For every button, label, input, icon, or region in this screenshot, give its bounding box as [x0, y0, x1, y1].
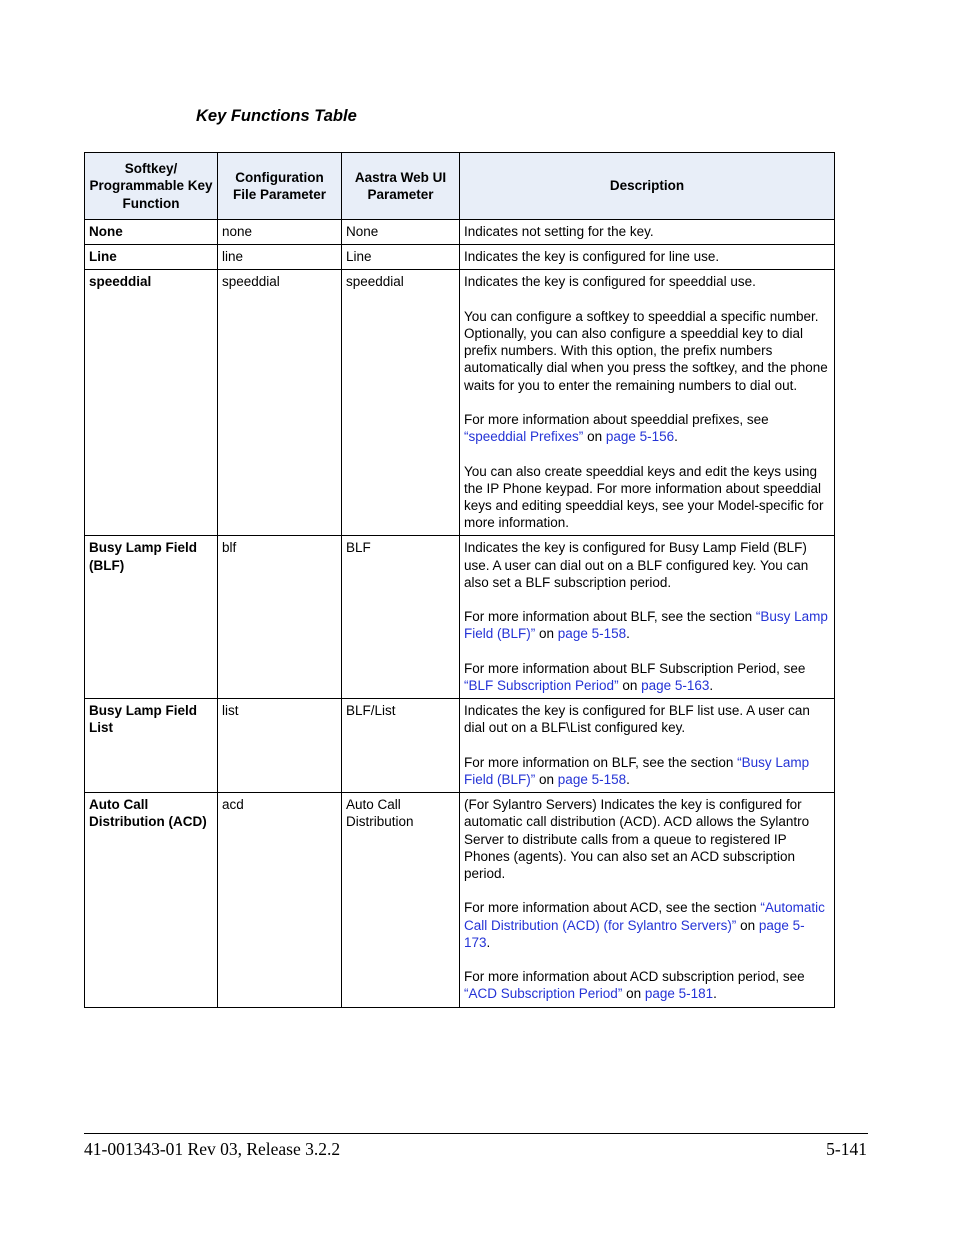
description-paragraph: [464, 660, 830, 694]
description-paragraph: [464, 248, 830, 265]
description-text: on: [736, 917, 759, 933]
cell-config-param: blf: [218, 536, 342, 699]
cross-reference-link[interactable]: page 5-158: [557, 626, 627, 642]
cross-reference-link[interactable]: page 5-173: [464, 917, 805, 950]
cell-description: [460, 245, 835, 270]
description-text: For more information about ACD subscription period, see: [464, 969, 805, 985]
description-text: For more information on BLF, see the section: [464, 754, 738, 770]
description-paragraph: [464, 308, 830, 394]
table-header-row: [85, 153, 835, 220]
description-text: .: [674, 429, 678, 445]
description-text: on: [622, 986, 645, 1002]
header-webui-param: Aastra Web UI Parameter: [342, 153, 460, 220]
cell-config-param: acd: [218, 793, 342, 1007]
description-paragraph: [464, 411, 830, 445]
description-text: Indicates not setting for the key.: [464, 224, 654, 239]
cross-reference-link[interactable]: page 5-158: [557, 772, 627, 787]
table-row: [85, 220, 835, 245]
description-paragraph: [464, 968, 830, 1002]
cell-function: speeddial: [85, 270, 218, 536]
cell-webui-param: BLF/List: [342, 699, 460, 793]
description-text: .: [709, 678, 714, 693]
header-function: Softkey/ Programmable Key Function: [85, 153, 218, 220]
description-paragraph: [464, 223, 830, 240]
description-paragraph: [464, 899, 830, 951]
description-text: Indicates the key is configured for Busy Lamp Field (BLF) use. A user can dial out on a BLF configured key. You can also set a BLF subscription period.: [464, 540, 809, 590]
description-text: You can configure a softkey to speeddial a specific number. Optionally, you can also configure a speeddial key to dial prefix numbers. With this option, the prefix numbers automatically dial when you press the softkey, and the phone waits for you to enter the remaining numbers to dial out.: [464, 308, 828, 393]
description-paragraph: [464, 702, 830, 736]
cross-reference-link[interactable]: “Busy Lamp Field (BLF)”: [464, 609, 828, 642]
description-text: on: [535, 772, 558, 787]
cell-webui-param: None: [342, 220, 460, 245]
header-config-param: Configuration File Parameter: [218, 153, 342, 220]
description-text: on: [583, 429, 606, 445]
cell-config-param: speeddial: [218, 270, 342, 536]
cross-reference-link[interactable]: page 5-163: [641, 678, 710, 693]
cell-description: [460, 793, 835, 1007]
header-description: Description: [460, 153, 835, 220]
cell-function: None: [85, 220, 218, 245]
table-row: [85, 245, 835, 270]
description-text: .: [626, 772, 630, 787]
table-row: [85, 536, 835, 699]
description-text: For more information about ACD, see the section: [464, 900, 761, 916]
cell-webui-param: BLF: [342, 536, 460, 699]
description-text: Indicates the key is configured for line use.: [464, 249, 720, 265]
description-text: (For Sylantro Servers) Indicates the key is configured for automatic call distribution (ACD). ACD allows the Sylantro Server to distribute calls from a queue to registered IP Phones (agents). You can also set an ACD subscription period.: [464, 797, 810, 882]
description-text: .: [713, 986, 717, 1002]
description-text: Indicates the key is configured for speeddial use.: [464, 274, 756, 290]
description-paragraph: [464, 273, 830, 290]
description-paragraph: [464, 796, 830, 882]
description-text: on: [618, 678, 642, 693]
cell-function: Line: [85, 245, 218, 270]
description-text: For more information about BLF, see the section: [464, 609, 756, 625]
cross-reference-link[interactable]: page 5-181: [644, 986, 714, 1002]
cross-reference-link[interactable]: “Busy Lamp Field (BLF)”: [464, 754, 810, 787]
cell-config-param: line: [218, 245, 342, 270]
cell-function: Busy Lamp Field (BLF): [85, 536, 218, 699]
table-body: [85, 220, 835, 1008]
description-text: For more information about speeddial prefixes, see: [464, 412, 769, 427]
description-text: .: [486, 934, 491, 950]
footer-divider: [84, 1133, 868, 1134]
description-text: Indicates the key is configured for BLF list use. A user can dial out on a BLF\List configured key.: [464, 703, 810, 736]
cell-function: Busy Lamp Field List: [85, 699, 218, 793]
cell-config-param: none: [218, 220, 342, 245]
footer-page-number: 5-141: [826, 1139, 867, 1159]
cross-reference-link[interactable]: “ACD Subscription Period”: [464, 986, 623, 1002]
description-paragraph: [464, 754, 830, 788]
key-functions-table: [84, 152, 835, 1008]
table-row: [85, 699, 835, 793]
description-text: on: [535, 626, 558, 642]
description-text: You can also create speeddial keys and edit the keys using the IP Phone keypad. For more information about speeddial keys and editing speeddial keys, see your Model-specific for more information.: [464, 463, 824, 531]
page-title: Key Functions Table: [196, 107, 357, 125]
footer-doc-id: 41-001343-01 Rev 03, Release 3.2.2: [84, 1139, 341, 1159]
description-text: For more information about BLF Subscription Period, see: [464, 660, 806, 676]
table-row: [85, 270, 835, 536]
cell-config-param: list: [218, 699, 342, 793]
cross-reference-link[interactable]: “Automatic Call Distribution (ACD) (for Sylantro Servers)”: [464, 900, 825, 933]
cell-description: [460, 220, 835, 245]
cell-webui-param: Line: [342, 245, 460, 270]
cell-webui-param: speeddial: [342, 270, 460, 536]
cell-function: Auto Call Distribution (ACD): [85, 793, 218, 1007]
cross-reference-link[interactable]: “BLF Subscription Period”: [464, 678, 619, 693]
description-paragraph: [464, 608, 830, 642]
cross-reference-link[interactable]: “speeddial Prefixes”: [464, 429, 584, 445]
cell-description: [460, 699, 835, 793]
cross-reference-link[interactable]: page 5-156: [605, 429, 675, 445]
description-text: .: [626, 626, 630, 642]
cell-webui-param: Auto Call Distribution: [342, 793, 460, 1007]
cell-description: [460, 536, 835, 699]
description-paragraph: [464, 539, 830, 591]
table-row: [85, 793, 835, 1007]
description-paragraph: [464, 463, 830, 532]
cell-description: [460, 270, 835, 536]
